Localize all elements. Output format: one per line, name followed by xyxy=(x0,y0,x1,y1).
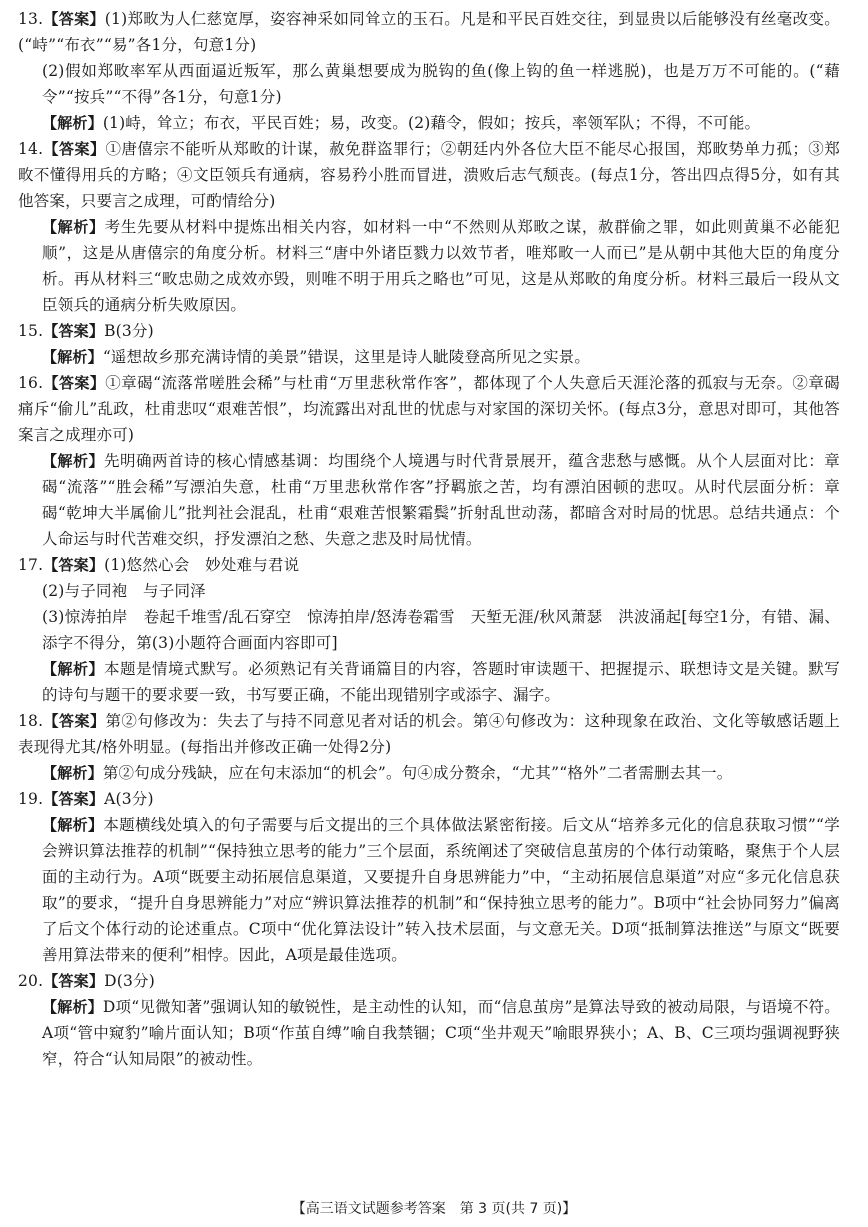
question-19 xyxy=(18,786,840,968)
q18-analysis xyxy=(18,760,840,786)
q18-answer-tag: 【答案】 xyxy=(43,712,106,730)
q18-answer xyxy=(18,708,840,760)
question-15 xyxy=(18,318,840,370)
q18-answer-text: 第②句修改为：失去了与持不同意见者对话的机会。第④句修改为：这种现象在政治、文化等敏感话题上表现得尤其/格外明显。(每指出并修改正确一处得2分) xyxy=(18,712,840,756)
question-14 xyxy=(18,136,840,318)
q17-answer-1 xyxy=(18,552,840,578)
q14-number: 14. xyxy=(18,140,44,158)
q14-answer xyxy=(18,136,840,214)
q14-analysis-tag: 【解析】 xyxy=(42,218,105,236)
q16-number: 16. xyxy=(18,374,44,392)
q16-answer-tag: 【答案】 xyxy=(43,374,106,392)
q13-answer-1 xyxy=(18,6,840,58)
q15-analysis xyxy=(18,344,840,370)
q13-number: 13. xyxy=(18,10,44,28)
q20-number: 20. xyxy=(18,972,44,990)
page-footer: 【高三语文试题参考答案 第 3 页(共 7 页)】 xyxy=(291,1201,577,1217)
q19-analysis xyxy=(18,812,840,968)
q19-number: 19. xyxy=(18,790,44,808)
q13-answer-text-1: (1)郑畋为人仁慈宽厚，姿容神采如同耸立的玉石。凡是和平民百姓交往，到显贵以后能够没有丝毫改变。(“峙”“布衣”“易”各1分，句意1分) xyxy=(18,10,840,54)
q15-answer-text: B(3分) xyxy=(104,322,154,340)
q16-answer-text: ①章碣“流落常嗟胜会稀”与杜甫“万里悲秋常作客”，都体现了个人失意后天涯沦落的孤寂与无奈。②章碣痛斥“偷儿”乱政，杜甫悲叹“艰难苦恨”，均流露出对乱世的忧虑与对家国的深切关怀。(每点3分，意思对即可，其他答案言之成理亦可) xyxy=(18,374,840,444)
q17-analysis xyxy=(18,656,840,708)
q13-analysis xyxy=(18,110,840,136)
q14-analysis xyxy=(18,214,840,318)
q16-analysis-tag: 【解析】 xyxy=(42,452,105,470)
q17-answer-text-3: (3)惊涛拍岸 卷起千堆雪/乱石穿空 惊涛拍岸/怒涛卷霜雪 天堑无涯/秋风萧瑟 洪波涌起[每空1分，有错、漏、添字不得分，第(3)小题符合画面内容即可] xyxy=(42,608,840,652)
q17-answer-tag: 【答案】 xyxy=(43,556,105,574)
q20-analysis-text: D项“见微知著”强调认知的敏锐性，是主动性的认知，而“信息茧房”是算法导致的被动局限，与语境不符。A项“管中窥豹”喻片面认知；B项“作茧自缚”喻自我禁锢；C项“坐井观天”喻眼界狭小；A、B、C三项均强调视野狭窄，符合“认知局限”的被动性。 xyxy=(42,998,840,1068)
q14-answer-text: ①唐僖宗不能听从郑畋的计谋，赦免群盗罪行；②朝廷内外各位大臣不能尽心报国，郑畋势单力孤；③郑畋不懂得用兵的方略；④文臣领兵有通病，容易矜小胜而冒进，溃败后志气颓丧。(每点1分，答出四点得5分，如有其他答案，只要言之成理，可酌情给分) xyxy=(18,140,840,210)
q13-answer-text-2: (2)假如郑畋率军从西面逼近叛军，那么黄巢想要成为脱钩的鱼(像上钩的鱼一样逃脱)，也是万万不可能的。(“藉令”“按兵”“不得”各1分，句意1分) xyxy=(42,62,840,106)
q19-analysis-tag: 【解析】 xyxy=(42,816,104,834)
q13-analysis-text: (1)峙，耸立；布衣，平民百姓；易，改变。(2)藉令，假如；按兵，率领军队；不得，不可能。 xyxy=(102,114,761,132)
q20-analysis-tag: 【解析】 xyxy=(42,998,103,1016)
q19-answer-text: A(3分) xyxy=(104,790,154,808)
q20-analysis xyxy=(18,994,840,1072)
q18-analysis-tag: 【解析】 xyxy=(42,764,103,782)
q15-number: 15. xyxy=(18,322,44,340)
q17-analysis-tag: 【解析】 xyxy=(42,660,105,678)
question-16 xyxy=(18,370,840,552)
q15-answer xyxy=(18,318,840,344)
q17-answer-text-2: (2)与子同袍 与子同泽 xyxy=(42,582,206,600)
q15-analysis-tag: 【解析】 xyxy=(42,348,103,366)
q16-analysis-text: 先明确两首诗的核心情感基调：均围绕个人境遇与时代背景展开，蕴含悲愁与感慨。从个人层面对比：章碣“流落”“胜会稀”写漂泊失意，杜甫“万里悲秋常作客”抒羁旅之苦，均有漂泊困顿的悲叹。从时代层面分析：章碣“乾坤大半属偷儿”批判社会混乱，杜甫“艰难苦恨繁霜鬓”折射乱世动荡，都暗含对时局的忧思。总结共通点：个人命运与时代苦难交织，抒发漂泊之愁、失意之悲及时局忧情。 xyxy=(42,452,840,548)
q15-analysis-text: “遥想故乡那充满诗情的美景”错误，这里是诗人眦陵登高所见之实景。 xyxy=(102,348,591,366)
q20-answer-tag: 【答案】 xyxy=(43,972,105,990)
q20-answer xyxy=(18,968,840,994)
q16-analysis xyxy=(18,448,840,552)
q17-answer-2 xyxy=(18,578,840,604)
q13-answer-2 xyxy=(18,58,840,110)
q19-analysis-text: 本题横线处填入的句子需要与后文提出的三个具体做法紧密衔接。后文从“培养多元化的信息获取习惯”“学会辨识算法推荐的机制”“保持独立思考的能力”三个层面，系统阐述了突破信息茧房的个体行动策略，聚焦于个人层面的主动行为。A项“既要主动拓展信息渠道，又要提升自身思辨能力”中，“主动拓展信息渠道”对应“多元化信息获取”的要求，“提升自身思辨能力”对应“辨识算法推荐的机制”和“保持独立思考的能力”。B项中“社会协同努力”偏离了后文个体行动的论述重点。C项中“优化算法设计”转入技术层面，与文意无关。D项“抵制算法推送”与原文“既要善用算法带来的便利”相悖。因此，A项是最佳选项。 xyxy=(42,816,840,964)
q16-answer xyxy=(18,370,840,448)
q14-answer-tag: 【答案】 xyxy=(43,140,106,158)
q18-analysis-text: 第②句成分残缺，应在句末添加“的机会”。句④成分赘余，“尤其”“格外”二者需删去其一。 xyxy=(102,764,733,782)
question-17 xyxy=(18,552,840,708)
q19-answer-tag: 【答案】 xyxy=(43,790,105,808)
q19-answer xyxy=(18,786,840,812)
q13-analysis-tag: 【解析】 xyxy=(42,114,103,132)
q20-answer-text: D(3分) xyxy=(104,972,155,990)
q18-number: 18. xyxy=(18,712,44,730)
q17-number: 17. xyxy=(18,556,44,574)
q17-answer-text-1: (1)悠然心会 妙处难与君说 xyxy=(104,556,300,574)
q17-answer-3 xyxy=(18,604,840,656)
q15-answer-tag: 【答案】 xyxy=(43,322,105,340)
q13-answer-tag: 【答案】 xyxy=(43,10,105,28)
q14-analysis-text: 考生先要从材料中提炼出相关内容，如材料一中“不然则从郑畋之谋，赦群偷之罪，如此则黄巢不必能犯顺”，这是从唐僖宗的角度分析。材料三“唐中外诸臣戮力以效节者，唯郑畋一人而已”是从朝中其他大臣的角度分析。再从材料三“畋忠勋之成效亦毁，则唯不明于用兵之略也”可见，这是从郑畋的角度分析。材料三最后一段从文臣领兵的通病分析失败原因。 xyxy=(42,218,840,314)
question-20 xyxy=(18,968,840,1072)
question-18 xyxy=(18,708,840,786)
question-13 xyxy=(18,6,840,136)
q17-analysis-text: 本题是情境式默写。必须熟记有关背诵篇目的内容，答题时审读题干、把握提示、联想诗文是关键。默写的诗句与题干的要求要一致，书写要正确，不能出现错别字或添字、漏字。 xyxy=(42,660,840,704)
